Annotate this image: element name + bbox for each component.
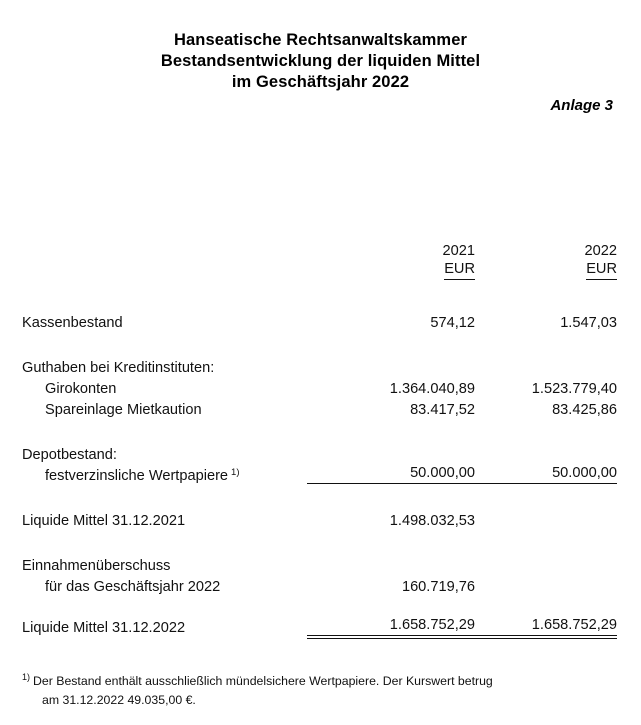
row-label-guthaben-heading: Guthaben bei Kreditinstituten:: [22, 360, 215, 376]
spacer-row: [22, 529, 617, 553]
spacer-row: [22, 331, 617, 355]
row-label-wertpapiere-text: festverzinsliche Wertpapiere: [45, 468, 229, 484]
footnote-line-2: am 31.12.2022 49.035,00 €.: [42, 693, 196, 707]
title-line-1: Hanseatische Rechtsanwaltskammer: [173, 31, 467, 49]
row-label-wertpapiere: [22, 463, 307, 484]
header-currency-2021: EUR: [307, 261, 475, 280]
title-line-3: im Geschäftsjahr 2022: [231, 73, 410, 91]
row-value-2022-geschaeftsjahr-2022: [475, 574, 617, 595]
footnote-line-1: Der Bestand enthält ausschließlich mündelsichere Wertpapiere. Der Kurswert betrug: [33, 674, 493, 688]
table-row: [22, 376, 617, 397]
row-label-einnahmenueberschuss: Einnahmenüberschuss: [22, 558, 171, 574]
row-value-2021-liquide-mittel-2022: 1.658.752,29: [307, 615, 475, 636]
row-label-liquide-mittel-2021: Liquide Mittel 31.12.2021: [22, 513, 186, 529]
row-value-2022-spareinlage: 83.425,86: [552, 402, 617, 418]
row-value-2022-liquide-mittel-2022: 1.658.752,29: [475, 615, 617, 636]
table-header-years: [22, 243, 617, 261]
row-label-kassenbestand: Kassenbestand: [22, 315, 123, 331]
header-currency-spacer: [22, 261, 307, 280]
table-row: [22, 553, 617, 574]
title-line-2: Bestandsentwicklung der liquiden Mittel: [160, 52, 481, 70]
row-value-2021-spareinlage: 83.417,52: [410, 402, 475, 418]
table-row: [22, 442, 617, 463]
liquid-assets-table: [22, 243, 617, 636]
row-label-depotbestand-heading: Depotbestand:: [22, 447, 117, 463]
row-value-2022-liquide-mittel-2021: [475, 508, 617, 529]
document-title: [0, 30, 641, 93]
table-row: [22, 574, 617, 595]
row-value-2021-wertpapiere: 50.000,00: [307, 463, 475, 484]
table-row-total: [22, 615, 617, 636]
footnote: [22, 668, 619, 710]
row-label-geschaeftsjahr-2022: für das Geschäftsjahr 2022: [45, 579, 221, 595]
footnote-marker: 1): [22, 672, 31, 682]
row-value-2021-geschaeftsjahr-2022: 160.719,76: [401, 579, 475, 595]
header-currency-2022: EUR: [475, 261, 617, 280]
spacer-row: [22, 484, 617, 508]
spacer-row: [22, 280, 617, 310]
row-value-2021-kassenbestand: 574,12: [430, 315, 475, 331]
table-row: [22, 355, 617, 376]
row-label-spareinlage: Spareinlage Mietkaution: [45, 402, 202, 418]
table-row: [22, 508, 617, 529]
table-row: [22, 310, 617, 331]
table-row: [22, 463, 617, 484]
row-label-girokonten: Girokonten: [45, 381, 117, 397]
annex-label: Anlage 3: [550, 97, 613, 114]
header-spacer: [22, 243, 307, 261]
row-value-2021-liquide-mittel-2021: 1.498.032,53: [389, 513, 475, 529]
spacer-row: [22, 595, 617, 615]
header-year-2021: 2021: [442, 243, 475, 259]
row-value-2022-wertpapiere: 50.000,00: [475, 463, 617, 484]
spacer-row: [22, 418, 617, 442]
table-header-currency: [22, 261, 617, 280]
header-year-2022: 2022: [584, 243, 617, 259]
row-value-2021-girokonten: 1.364.040,89: [389, 381, 475, 397]
row-value-2022-kassenbestand: 1.547,03: [560, 315, 617, 331]
table-row: [22, 397, 617, 418]
footnote-reference-marker: 1): [231, 467, 240, 478]
row-label-liquide-mittel-2022: Liquide Mittel 31.12.2022: [22, 620, 186, 636]
row-value-2022-girokonten: 1.523.779,40: [531, 381, 617, 397]
